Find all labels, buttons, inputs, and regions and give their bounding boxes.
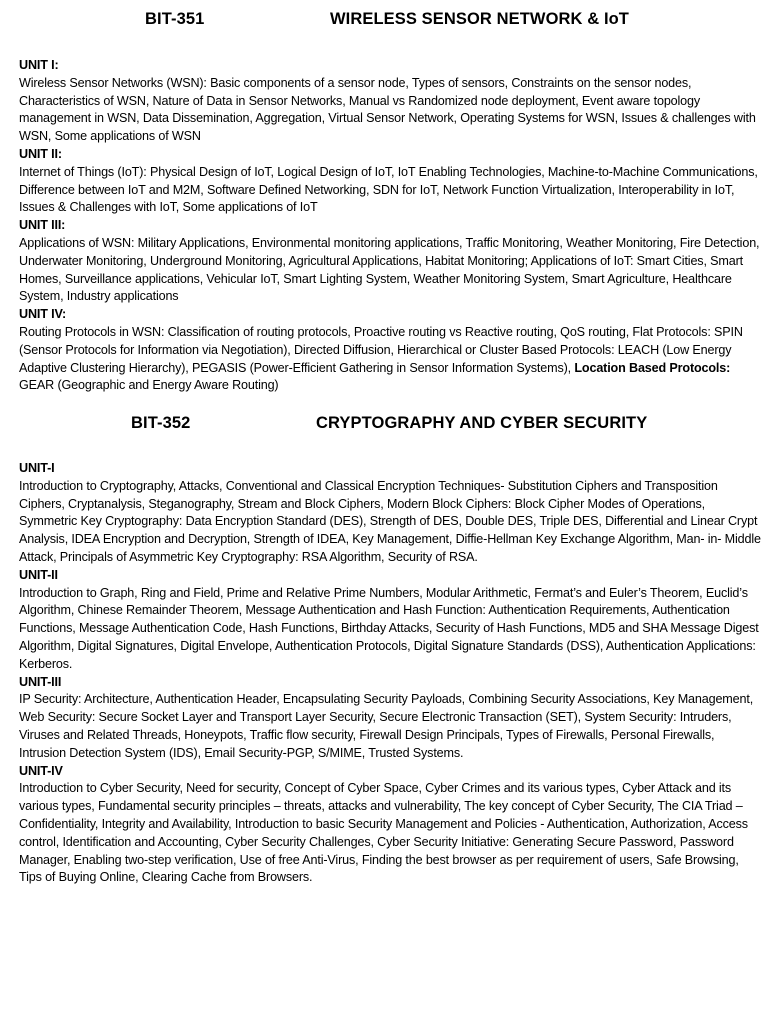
unit-body-text: Routing Protocols in WSN: Classification of routing protocols, Proactive routing vs Reactive routing, QoS routing, Flat Protocols: SPIN (Sensor Protocols for Information via Negotiation), Directed Diffusion, Hierarchical or Cluster Based Protocols: LEACH (Low Energy Adaptive Clustering Hierarchy), PEGASIS (Power-Efficient Gathering in Sensor Information Systems), [19,324,743,375]
unit-body: Wireless Sensor Networks (WSN): Basic components of a sensor node, Types of sensors, Constraints on the sensor nodes, Characteristics of WSN, Nature of Data in Sensor Networks, Manual vs Randomized node deployment, Event aware topology management in WSN, Data Dissemination, Aggregation, Virtual Sensor Network, Operating Systems for WSN, Issues & challenges with WSN, Some applications of WSN [19,75,756,144]
unit-body-bold-text: Location Based Protocols: [574,360,731,375]
course-title: WIRELESS SENSOR NETWORK & IoT [330,10,629,28]
unit-block [19,763,761,888]
unit-heading: UNIT-IV [19,763,63,778]
unit-body: Introduction to Cyber Security, Need for security, Concept of Cyber Space, Cyber Crimes and its various types, Cyber Attack and its various types, Fundamental security principles – threats, attacks and vulnerability, The key concept of Cyber Security, The CIA Triad –Confidentiality, Integrity and Availability, Introduction to basic Security Management and Policies - Authentication, Authorization, Access control, Identification and Accounting, Cyber Security Challenges, Cyber Security Initiative: Generating Secure Password, Password Manager, Enabling two-step verification, Use of free Anti-Virus, Finding the best browser as per requirement of users, Safe Browsing, Tips of Buying Online, Clearing Cache from Browsers. [19,781,748,885]
course-units-bit-352 [19,460,761,887]
course-header-bit-351 [0,10,768,34]
course-code: BIT-351 [145,10,205,28]
unit-body: Applications of WSN: Military Applications, Environmental monitoring applications, Traffic Monitoring, Weather Monitoring, Fire Detection, Underwater Monitoring, Underground Monitoring, Agricultural Applications, Habitat Monitoring; Applications of IoT: Smart Cities, Smart Homes, Surveillance applications, Vehicular IoT, Smart Lighting System, Weather Monitoring System, Smart Agriculture, Healthcare System, Industry applications [19,235,760,304]
course-title: CRYPTOGRAPHY AND CYBER SECURITY [316,414,648,432]
unit-body: Introduction to Graph, Ring and Field, Prime and Relative Prime Numbers, Modular Arithmetic, Fermat’s and Euler’s Theorem, Euclid’s Algorithm, Chinese Remainder Theorem, Message Authentication and Hash Function: Authentication Requirements, Authentication Functions, Message Authentication Code, Hash Functions, Birthday Attacks, Security of Hash Functions, MD5 and SHA Message Digest Algorithm, Digital Signatures, Digital Envelope, Authentication Protocols, Digital Signature Standards (DSS), Authentication Applications: Kerberos. [19,585,759,671]
unit-body: Introduction to Cryptography, Attacks, Conventional and Classical Encryption Techniques- Substitution Ciphers and Transposition Ciphers, Cryptanalysis, Steganography, Stream and Block Ciphers, Modern Block Ciphers: Block Cipher Modes of Operations, Symmetric Key Cryptography: Data Encryption Standard (DES), Strength of DES, Double DES, Triple DES, Differential and Linear Crypt Analysis, IDEA Encryption and Decryption, Strength of IDEA, Key Management, Diffie-Hellman Key Exchange Algorithm, Man- in- Middle Attack, Principals of Asymmetric Key Cryptography: RSA Algorithm, Security of RSA. [19,478,761,564]
unit-heading: UNIT-I [19,461,55,475]
unit-block [19,674,761,763]
unit-heading: UNIT III: [19,218,66,233]
unit-body: Internet of Things (IoT): Physical Design of IoT, Logical Design of IoT, IoT Enabling Technologies, Machine-to-Machine Communications, Difference between IoT and M2M, Software Defined Networking, SDN for IoT, Network Function Virtualization, Interoperability in IoT, Issues & Challenges with IoT, Some applications of IoT [19,164,758,215]
unit-block [19,57,761,146]
unit-body [19,324,761,395]
unit-block [19,567,761,674]
course-units-bit-351 [19,57,761,395]
unit-block [19,217,761,306]
unit-heading: UNIT-III [19,674,62,689]
unit-block [19,306,761,395]
unit-heading: UNIT-II [19,567,58,582]
unit-heading: UNIT IV: [19,307,67,322]
unit-body: IP Security: Architecture, Authentication Header, Encapsulating Security Payloads, Combining Security Associations, Key Management, Web Security: Secure Socket Layer and Transport Layer Security, Secure Electronic Transaction (SET), System Security: Intruders, Viruses and Related Threads, Honeypots, Traffic flow security, Firewall Design Principals, Types of Firewalls, Personal Firewalls, Intrusion Detection System (IDS), Email Security-PGP, S/MIME, Trusted Systems. [19,692,754,760]
unit-heading: UNIT I: [19,58,59,72]
course-code: BIT-352 [131,414,191,432]
unit-heading: UNIT II: [19,146,62,161]
unit-block [19,460,761,567]
course-header-bit-352 [0,414,768,438]
unit-block [19,146,761,217]
unit-body-text-tail: GEAR (Geographic and Energy Aware Routing) [19,378,279,393]
